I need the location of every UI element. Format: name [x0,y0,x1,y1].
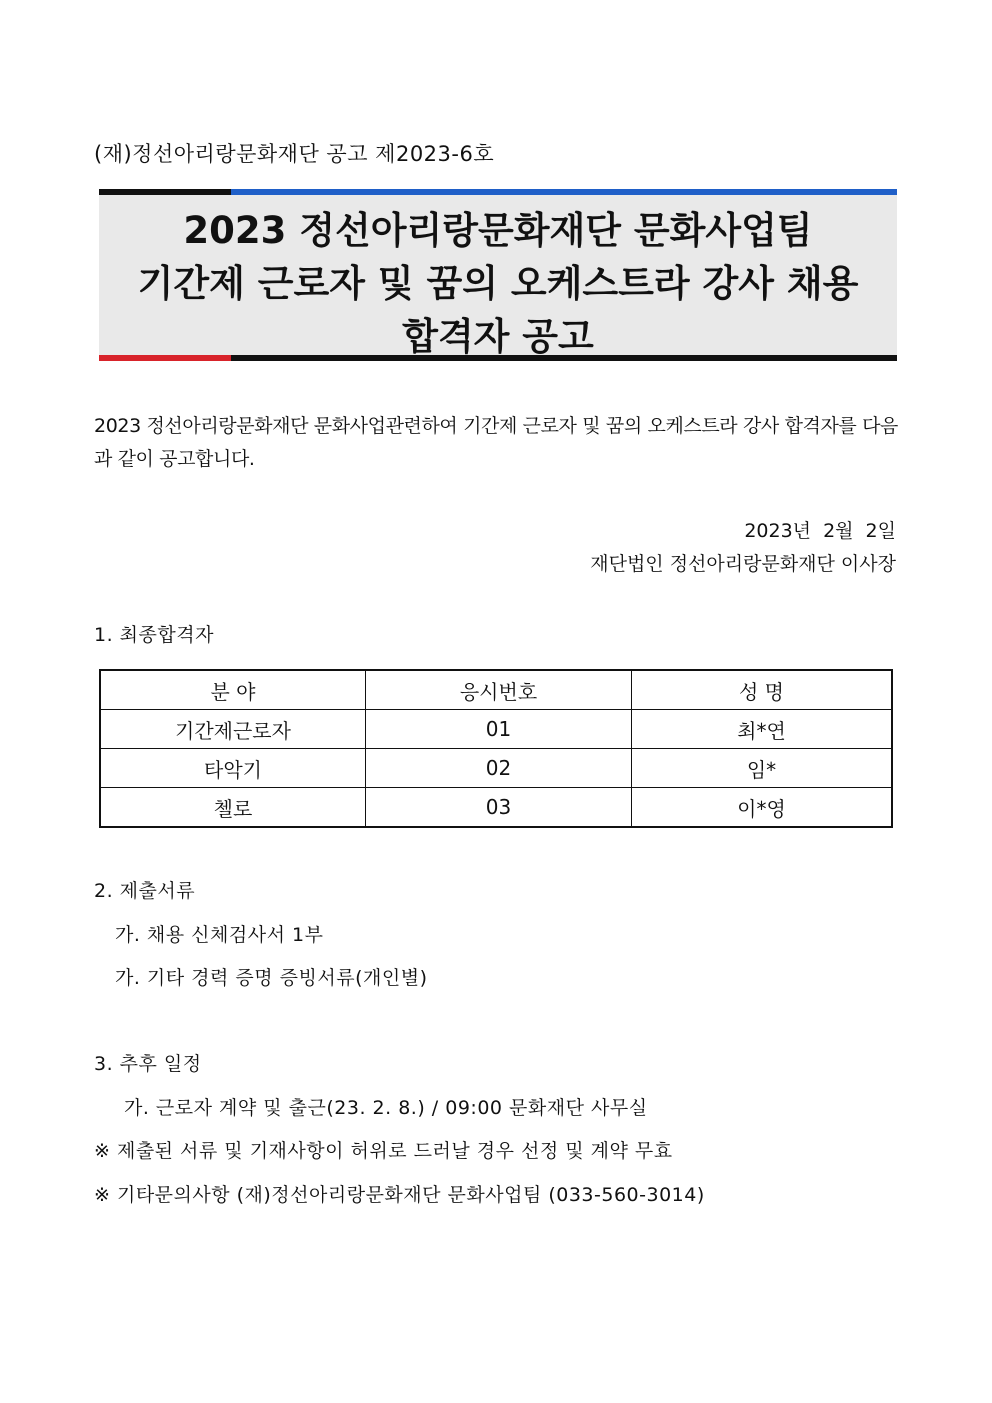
cell-number: 03 [366,788,632,828]
cell-name: 최*연 [632,710,893,749]
note-2: ※ 기타문의사항 (재)정선아리랑문화재단 문화사업팀 (033-560-3014) [94,1184,705,1206]
section-2-heading: 2. 제출서류 [94,880,196,902]
cell-number: 01 [366,710,632,749]
cell-name: 임* [632,749,893,788]
title-bar-top-black [99,189,231,195]
cell-number: 02 [366,749,632,788]
section-1-heading: 1. 최종합격자 [94,624,214,646]
table-row [100,749,892,788]
note-1: ※ 제출된 서류 및 기재사항이 허위로 드러날 경우 선정 및 계약 무효 [94,1140,673,1162]
cell-field: 타악기 [100,749,366,788]
result-table [99,669,893,828]
cell-field: 첼로 [100,788,366,828]
title-line-1: 2023 정선아리랑문화재단 문화사업팀 [183,209,813,252]
section-2-item-1: 가. 채용 신체검사서 1부 [115,924,324,946]
table-row [100,710,892,749]
cell-name: 이*영 [632,788,893,828]
title-line-3: 합격자 공고 [402,315,594,358]
table-header-row [100,670,892,710]
section-3-heading: 3. 추후 일정 [94,1053,202,1075]
intro-paragraph: 2023 정선아리랑문화재단 문화사업관련하여 기간제 근로자 및 꿈의 오케스트라 강사 합격자를 다음과 같이 공고합니다. [94,415,898,470]
column-header-field: 분 야 [100,670,366,710]
cell-field: 기간제근로자 [100,710,366,749]
column-header-number: 응시번호 [366,670,632,710]
table-row [100,788,892,828]
notice-date: 2023년 2월 2일 [744,520,896,542]
column-header-name: 성 명 [632,670,893,710]
title-bar-top-blue [231,189,897,195]
title-line-2: 기간제 근로자 및 꿈의 오케스트라 강사 채용 [137,262,859,305]
issuer: 재단법인 정선아리랑문화재단 이사장 [590,553,896,575]
section-3-item-1: 가. 근로자 계약 및 출근(23. 2. 8.) / 09:00 문화재단 사무실 [124,1097,648,1119]
notice-number: (재)정선아리랑문화재단 공고 제2023-6호 [94,142,495,166]
section-2-item-2: 가. 기타 경력 증명 증빙서류(개인별) [115,967,428,989]
